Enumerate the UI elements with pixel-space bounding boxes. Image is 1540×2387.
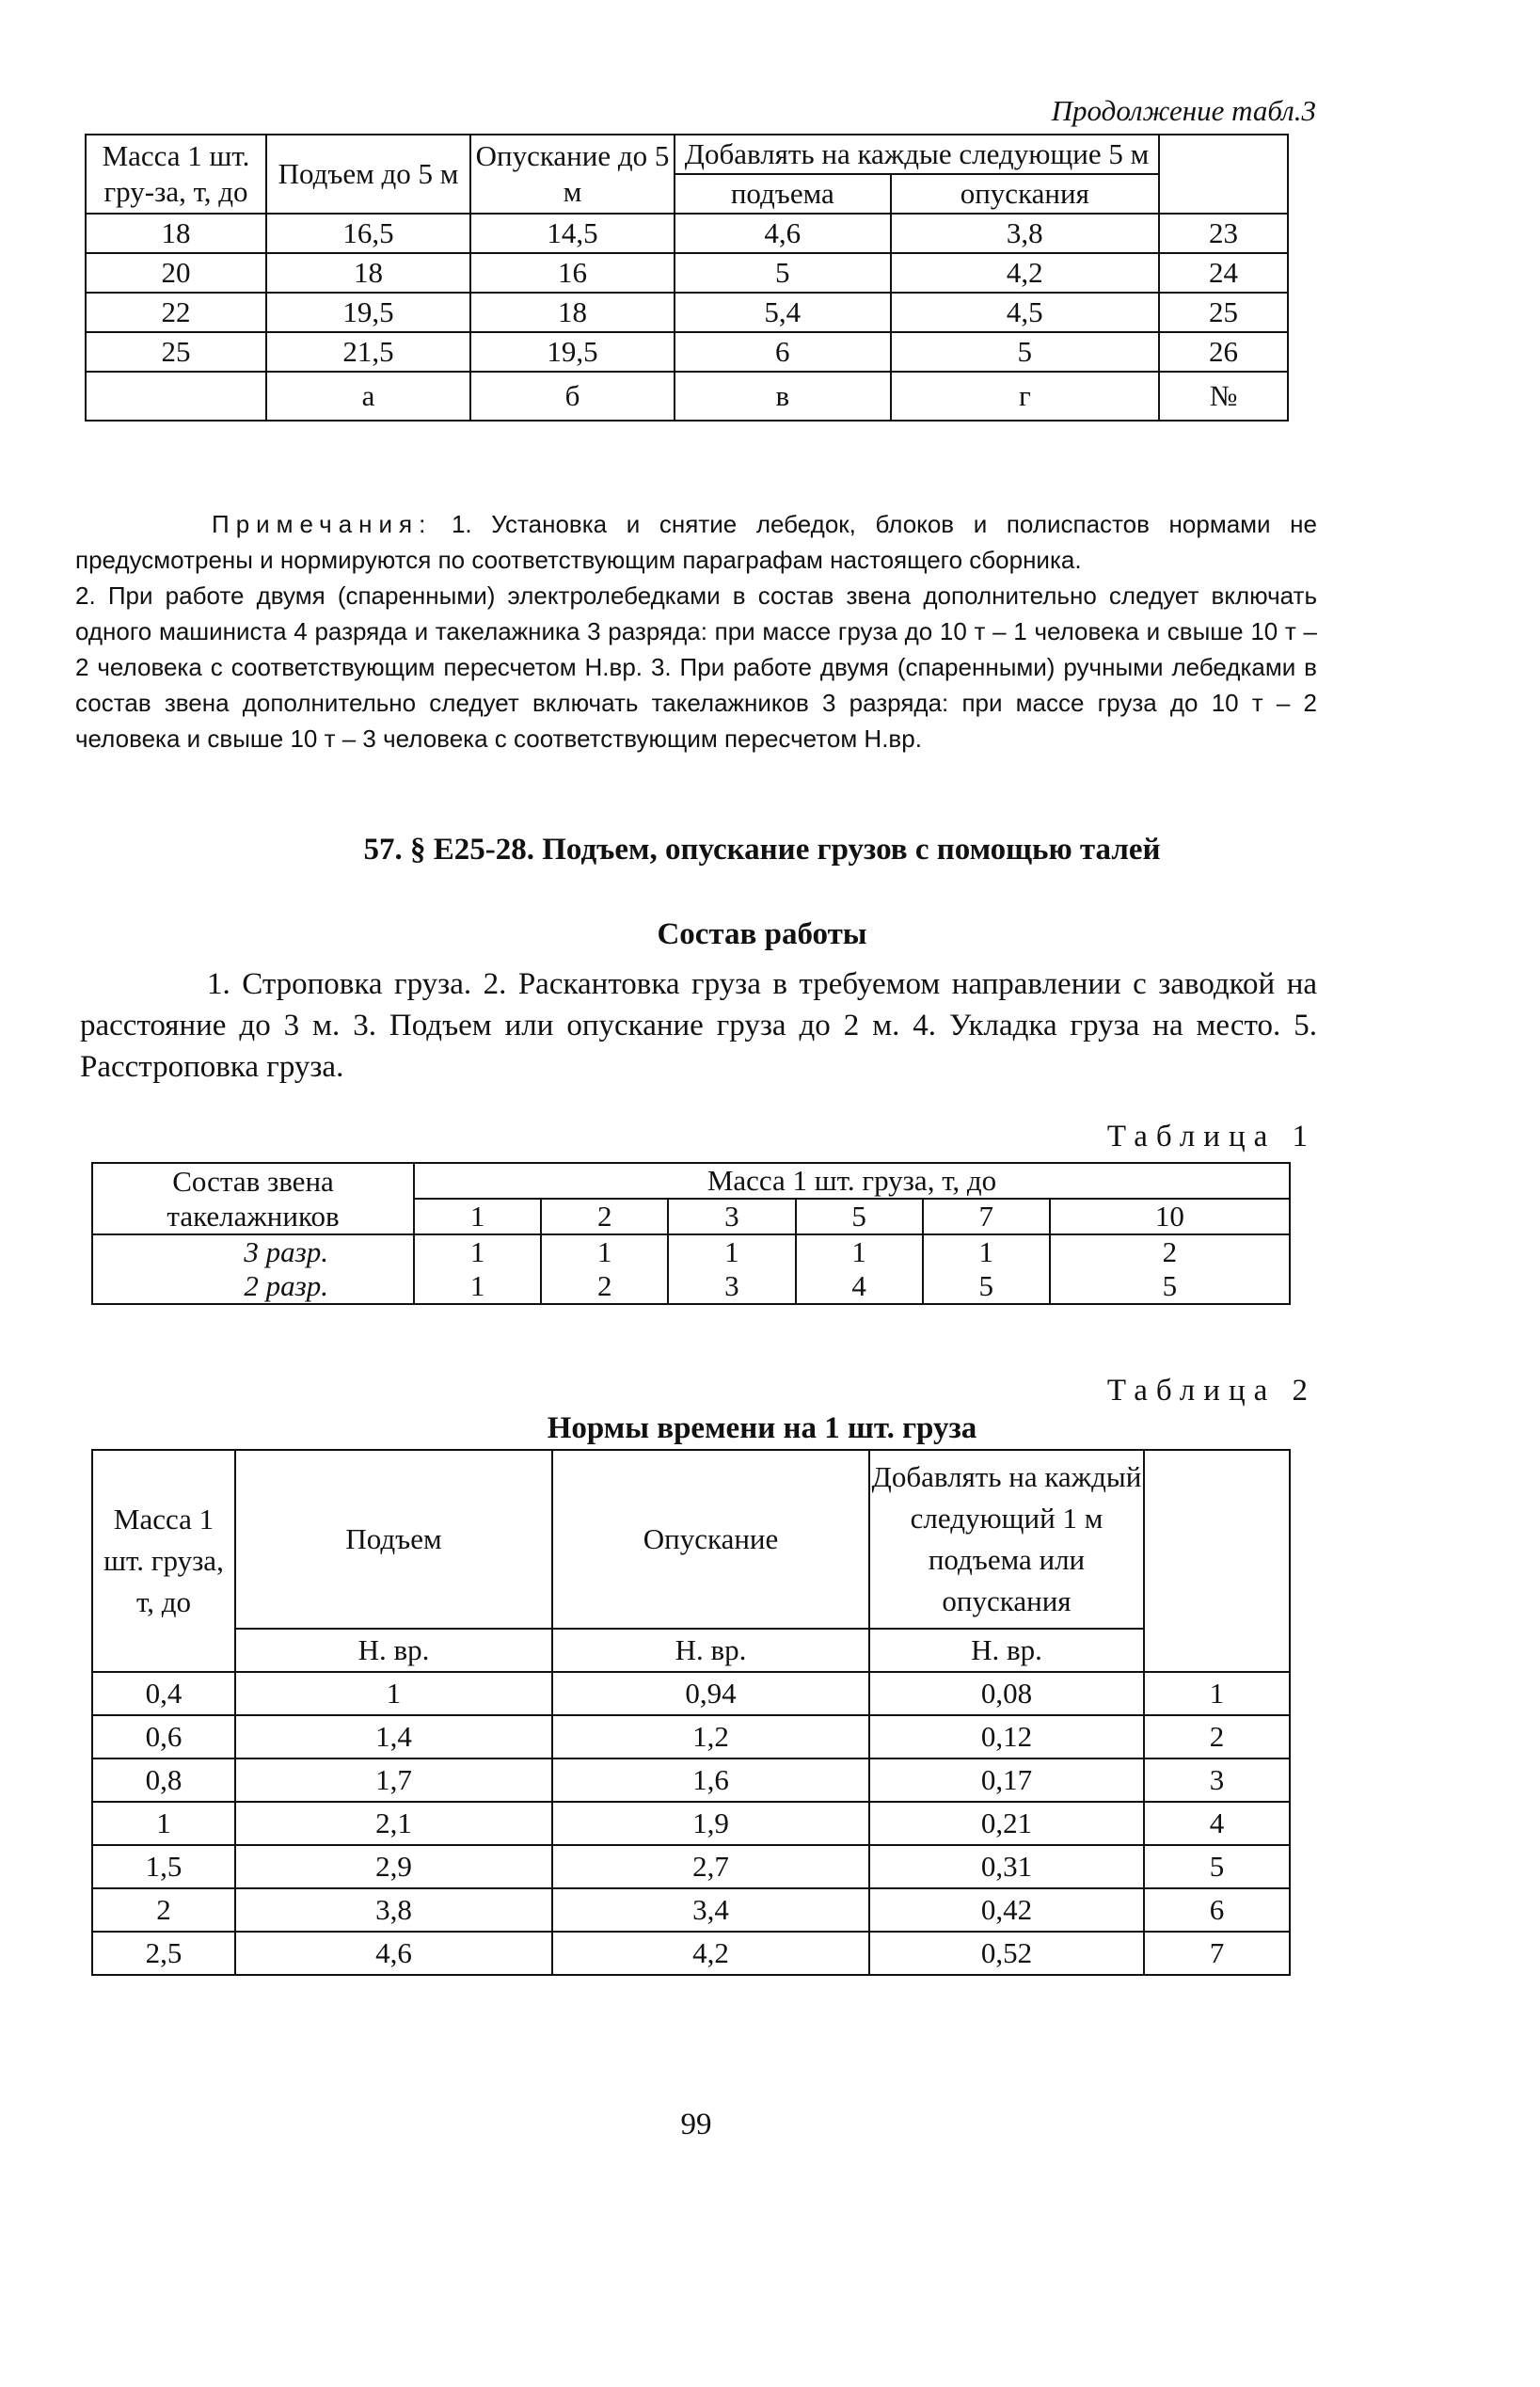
t2-unit: Н. вр. bbox=[235, 1629, 552, 1672]
cell: б bbox=[470, 372, 675, 421]
cell: № bbox=[1159, 372, 1288, 421]
t3-head-num bbox=[1159, 135, 1288, 214]
cell: 2,9 bbox=[235, 1845, 552, 1888]
t1-grade: 3 разр. bbox=[92, 1234, 414, 1269]
cell: 4,5 bbox=[891, 293, 1159, 332]
cell: 20 bbox=[86, 253, 266, 293]
cell: 1 bbox=[1144, 1672, 1290, 1715]
cell: 22 bbox=[86, 293, 266, 332]
cell: г bbox=[891, 372, 1159, 421]
cell: а bbox=[266, 372, 470, 421]
t2-head-add: Добавлять на каждый следующий 1 м подъема или опускания bbox=[869, 1450, 1144, 1629]
table-2 bbox=[91, 1449, 1291, 1976]
table-2-label: Таблица 2 bbox=[1106, 1374, 1316, 1408]
cell: 0,31 bbox=[869, 1845, 1144, 1888]
cell: 2,5 bbox=[92, 1932, 235, 1975]
cell: 18 bbox=[266, 253, 470, 293]
t1-mass: 10 bbox=[1050, 1199, 1290, 1234]
t2-head-lower: Опускание bbox=[552, 1450, 869, 1629]
work-text: 1. Строповка груза. 2. Раскантовка груза в требуемом направлении с заводкой на расстояние до 3 м. 3. Подъем или опускание груза до 2 м. 4. Укладка груза на место. 5. Расстроповка груза. bbox=[80, 967, 1317, 1084]
cell: 25 bbox=[1159, 293, 1288, 332]
t2-unit: Н. вр. bbox=[869, 1629, 1144, 1672]
cell: 0,17 bbox=[869, 1758, 1144, 1802]
cell: 1 bbox=[796, 1234, 923, 1269]
t2-head-mass: Масса 1 шт. груза, т, до bbox=[92, 1450, 235, 1672]
table-row bbox=[86, 293, 1288, 332]
cell: 25 bbox=[86, 332, 266, 372]
cell: 2 bbox=[541, 1269, 668, 1304]
cell: 2 bbox=[1144, 1715, 1290, 1758]
cell: 0,21 bbox=[869, 1802, 1144, 1845]
note-1-text: 1. Установка и снятие лебедок, блоков и полиспастов нормами не предусмотрены и нормируются по соответствующим параграфам настоящего сборника. bbox=[75, 510, 1317, 574]
t3-head-add-lift: подъема bbox=[675, 174, 891, 214]
t2-unit: Н. вр. bbox=[552, 1629, 869, 1672]
table-row bbox=[92, 1845, 1290, 1888]
t3-head-add-lower: опускания bbox=[891, 174, 1159, 214]
cell: 1,2 bbox=[552, 1715, 869, 1758]
table-1 bbox=[91, 1162, 1291, 1305]
cell: 6 bbox=[1144, 1888, 1290, 1932]
table-2-title: Нормы времени на 1 шт. груза bbox=[547, 1411, 977, 1445]
cell: 3,8 bbox=[891, 214, 1159, 253]
cell: 4,6 bbox=[675, 214, 891, 253]
cell: 4,2 bbox=[891, 253, 1159, 293]
cell: 1,4 bbox=[235, 1715, 552, 1758]
table-row bbox=[86, 253, 1288, 293]
t1-grade: 2 разр. bbox=[92, 1269, 414, 1304]
cell: 4 bbox=[1144, 1802, 1290, 1845]
cell: 18 bbox=[470, 293, 675, 332]
cell: 5 bbox=[1144, 1845, 1290, 1888]
cell: 2,7 bbox=[552, 1845, 869, 1888]
cell: 3,4 bbox=[552, 1888, 869, 1932]
cell: 4,2 bbox=[552, 1932, 869, 1975]
table-row bbox=[92, 1269, 1290, 1304]
continuation-label: Продолжение табл.3 bbox=[1051, 94, 1316, 127]
cell: в bbox=[675, 372, 891, 421]
table-row bbox=[86, 332, 1288, 372]
cell: 14,5 bbox=[470, 214, 675, 253]
t1-head-crew-1: Состав звена bbox=[92, 1163, 414, 1199]
t1-head-mass: Масса 1 шт. груза, т, до bbox=[414, 1163, 1290, 1199]
t3-head-add: Добавлять на каждые следующие 5 м bbox=[675, 135, 1159, 174]
cell: 19,5 bbox=[266, 293, 470, 332]
cell: 1 bbox=[923, 1234, 1050, 1269]
cell: 1,6 bbox=[552, 1758, 869, 1802]
cell bbox=[86, 372, 266, 421]
t1-mass: 1 bbox=[414, 1199, 541, 1234]
cell: 2 bbox=[92, 1888, 235, 1932]
cell: 5,4 bbox=[675, 293, 891, 332]
cell: 1 bbox=[414, 1269, 541, 1304]
cell: 0,52 bbox=[869, 1932, 1144, 1975]
table-row bbox=[92, 1758, 1290, 1802]
work-heading: Состав работы bbox=[657, 917, 867, 951]
cell: 1,5 bbox=[92, 1845, 235, 1888]
t1-mass: 3 bbox=[668, 1199, 795, 1234]
cell: 1,9 bbox=[552, 1802, 869, 1845]
t3-head-mass: Масса 1 шт. гру-за, т, до bbox=[86, 135, 266, 214]
t2-head-lift: Подъем bbox=[235, 1450, 552, 1629]
notes bbox=[75, 506, 1317, 756]
note-2: 2. При работе двумя (спаренными) электролебедками в состав звена дополнительно следует включать одного машиниста 4 разряда и такелажника 3 разряда: при массе груза до 10 т – 1 человека и свыше 10 т – 2 человека с соответствующим пересчетом Н.вр. 3. При работе двумя (спаренными) ручными лебедками в состав звена дополнительно следует включать такелажников 3 разряда: при массе груза до 10 т – 2 человека и свыше 10 т – 3 человека с соответствующим пересчетом Н.вр. bbox=[75, 581, 1317, 753]
cell: 5 bbox=[1050, 1269, 1290, 1304]
cell: 21,5 bbox=[266, 332, 470, 372]
column-letters-row bbox=[86, 372, 1288, 421]
table-row bbox=[92, 1672, 1290, 1715]
cell: 26 bbox=[1159, 332, 1288, 372]
cell: 5 bbox=[923, 1269, 1050, 1304]
table-1-label: Таблица 1 bbox=[1106, 1120, 1316, 1154]
t1-mass: 2 bbox=[541, 1199, 668, 1234]
t3-head-lift: Подъем до 5 м bbox=[266, 135, 470, 214]
work-paragraph bbox=[80, 963, 1317, 1088]
table-row bbox=[92, 1715, 1290, 1758]
table-row bbox=[92, 1888, 1290, 1932]
cell: 16,5 bbox=[266, 214, 470, 253]
cell: 16 bbox=[470, 253, 675, 293]
cell: 1 bbox=[414, 1234, 541, 1269]
t2-head-num bbox=[1144, 1450, 1290, 1672]
cell: 3 bbox=[1144, 1758, 1290, 1802]
cell: 1 bbox=[92, 1802, 235, 1845]
cell: 0,8 bbox=[92, 1758, 235, 1802]
table-row bbox=[92, 1932, 1290, 1975]
cell: 19,5 bbox=[470, 332, 675, 372]
cell: 6 bbox=[675, 332, 891, 372]
cell: 4,6 bbox=[235, 1932, 552, 1975]
cell: 18 bbox=[86, 214, 266, 253]
section-heading: 57. § Е25-28. Подъем, опускание грузов с помощью талей bbox=[363, 833, 1161, 867]
cell: 3,8 bbox=[235, 1888, 552, 1932]
t1-head-crew-2: такелажников bbox=[92, 1199, 414, 1234]
cell: 1,7 bbox=[235, 1758, 552, 1802]
cell: 0,6 bbox=[92, 1715, 235, 1758]
cell: 5 bbox=[675, 253, 891, 293]
notes-label: Примечания: bbox=[212, 510, 433, 538]
table-row bbox=[92, 1234, 1290, 1269]
cell: 7 bbox=[1144, 1932, 1290, 1975]
note-1 bbox=[75, 506, 1317, 578]
cell: 2,1 bbox=[235, 1802, 552, 1845]
cell: 3 bbox=[668, 1269, 795, 1304]
cell: 0,08 bbox=[869, 1672, 1144, 1715]
cell: 0,42 bbox=[869, 1888, 1144, 1932]
cell: 5 bbox=[891, 332, 1159, 372]
t1-mass: 5 bbox=[796, 1199, 923, 1234]
cell: 1 bbox=[668, 1234, 795, 1269]
cell: 1 bbox=[541, 1234, 668, 1269]
cell: 0,12 bbox=[869, 1715, 1144, 1758]
cell: 2 bbox=[1050, 1234, 1290, 1269]
table-row bbox=[86, 214, 1288, 253]
cell: 1 bbox=[235, 1672, 552, 1715]
cell: 24 bbox=[1159, 253, 1288, 293]
cell: 4 bbox=[796, 1269, 923, 1304]
page-number: 99 bbox=[680, 2108, 712, 2141]
t3-head-lower: Опускание до 5 м bbox=[470, 135, 675, 214]
table-3-continuation bbox=[85, 134, 1289, 422]
cell: 0,4 bbox=[92, 1672, 235, 1715]
t1-mass: 7 bbox=[923, 1199, 1050, 1234]
cell: 23 bbox=[1159, 214, 1288, 253]
table-row bbox=[92, 1802, 1290, 1845]
cell: 0,94 bbox=[552, 1672, 869, 1715]
